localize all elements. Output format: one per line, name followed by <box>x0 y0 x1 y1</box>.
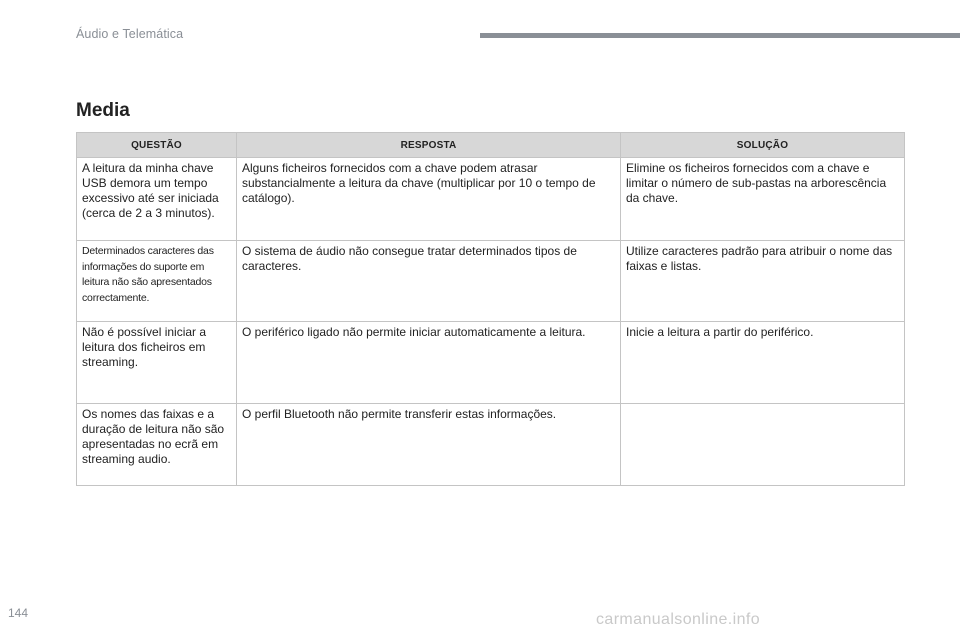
page-number: 144 <box>8 606 29 620</box>
solution-cell: Utilize caracteres padrão para atribuir o nome das faixas e listas. <box>621 241 905 322</box>
column-header-solution: SOLUÇÃO <box>621 133 905 158</box>
table-row <box>77 158 905 241</box>
table-row <box>77 241 905 322</box>
faq-table <box>76 132 905 486</box>
table-row <box>77 404 905 486</box>
header-bar <box>480 33 960 38</box>
question-cell: A leitura da minha chave USB demora um tempo excessivo até ser iniciada (cerca de 2 a 3 minutos). <box>77 158 237 241</box>
answer-cell: Alguns ficheiros fornecidos com a chave podem atrasar substancialmente a leitura da chave (multiplicar por 10 o tempo de catálogo). <box>237 158 621 241</box>
section-title: Media <box>76 100 130 121</box>
solution-cell: Elimine os ficheiros fornecidos com a chave e limitar o número de sub-pastas na arborescência da chave. <box>621 158 905 241</box>
solution-cell: Inicie a leitura a partir do periférico. <box>621 322 905 404</box>
column-header-question: QUESTÃO <box>77 133 237 158</box>
running-header: Áudio e Telemática <box>76 27 184 41</box>
answer-cell: O sistema de áudio não consegue tratar determinados tipos de caracteres. <box>237 241 621 322</box>
column-header-answer: RESPOSTA <box>237 133 621 158</box>
watermark: carmanualsonline.info <box>596 611 761 628</box>
question-cell: Os nomes das faixas e a duração de leitura não são apresentadas no ecrã em streaming audio. <box>77 404 237 486</box>
answer-cell: O periférico ligado não permite iniciar automaticamente a leitura. <box>237 322 621 404</box>
answer-cell: O perfil Bluetooth não permite transferir estas informações. <box>237 404 621 486</box>
question-cell: Determinados caracteres das informações do suporte em leitura não são apresentados correctamente. <box>77 241 237 322</box>
table-row <box>77 322 905 404</box>
table-header-row <box>77 133 905 158</box>
solution-cell <box>621 404 905 486</box>
question-cell: Não é possível iniciar a leitura dos ficheiros em streaming. <box>77 322 237 404</box>
